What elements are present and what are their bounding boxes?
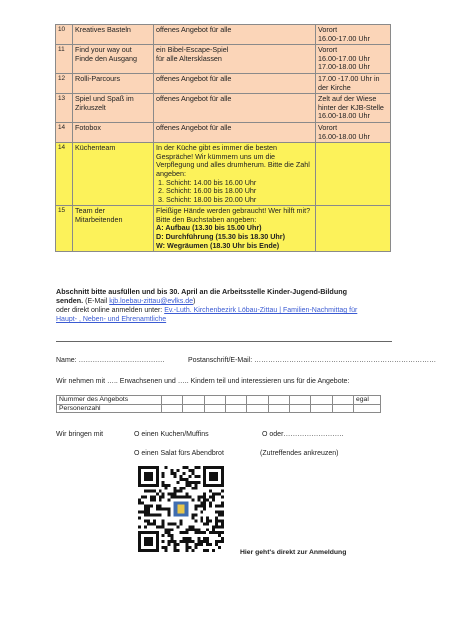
cell[interactable] bbox=[204, 404, 225, 413]
activity-description: ein Bibel-Escape-Spiel für alle Altersklassen bbox=[154, 45, 316, 74]
kitchen-row bbox=[56, 143, 391, 206]
cell[interactable] bbox=[268, 404, 289, 413]
cell[interactable] bbox=[247, 396, 268, 405]
activity-name: Fotobox bbox=[73, 122, 154, 142]
option-salad[interactable]: O einen Salat fürs Abendbrot bbox=[134, 450, 224, 457]
count-table bbox=[56, 395, 381, 413]
activity-description bbox=[154, 206, 316, 252]
row-number: 14 bbox=[56, 122, 73, 142]
description-text: In der Küche gibt es immer die besten Gespräche! Wir kümmern uns um die Verpflegung und alles drumherum. Bitte die Zahl angeben: bbox=[156, 143, 310, 178]
activity-time: Vorort 16.00-17.00 Uhr 17.00-18.00 Uhr bbox=[316, 45, 391, 74]
activity-description: offenes Angebot für alle bbox=[154, 94, 316, 123]
shift-item: A: Aufbau (13.30 bis 15.00 Uhr) bbox=[156, 223, 262, 233]
program-row bbox=[56, 73, 391, 93]
name-field[interactable]: Name: ………………………………. bbox=[56, 357, 165, 364]
notice-block bbox=[56, 287, 396, 324]
person-count-label: Personenzahl bbox=[57, 404, 162, 413]
activity-time bbox=[316, 143, 391, 206]
option-cake[interactable]: O einen Kuchen/Muffins bbox=[134, 431, 209, 438]
row-number: 12 bbox=[56, 73, 73, 93]
cell[interactable] bbox=[311, 396, 332, 405]
notice-send: senden. bbox=[56, 296, 84, 305]
person-count-row bbox=[57, 404, 381, 413]
cell[interactable] bbox=[311, 404, 332, 413]
activity-time: Vorort 16.00-18.00 Uhr bbox=[316, 122, 391, 142]
shift-item: D: Durchführung (15.30 bis 18.30 Uhr) bbox=[156, 232, 285, 242]
activity-description: offenes Angebot für alle bbox=[154, 122, 316, 142]
qr-caption: Hier geht's direkt zur Anmeldung bbox=[240, 549, 347, 556]
row-number: 15 bbox=[56, 206, 73, 252]
option-other[interactable]: O oder…………………….. bbox=[262, 431, 344, 438]
qr-code-icon[interactable] bbox=[138, 466, 224, 552]
activity-time bbox=[316, 206, 391, 252]
cell[interactable] bbox=[289, 404, 310, 413]
row-number: 10 bbox=[56, 25, 73, 45]
cell[interactable] bbox=[332, 404, 353, 413]
program-row bbox=[56, 94, 391, 123]
notice-line2 bbox=[56, 296, 396, 306]
activity-description: offenes Angebot für alle bbox=[154, 25, 316, 45]
team-row bbox=[56, 206, 391, 252]
registration-link[interactable]: Ev.-Luth. Kirchenbezirk Löbau-Zittau | Familien-Nachmittag für bbox=[164, 307, 358, 314]
shift-item: 2. Schicht: 16.00 bis 18.00 Uhr bbox=[158, 186, 257, 196]
cell[interactable] bbox=[332, 396, 353, 405]
shift-item: W: Wegräumen (18.30 Uhr bis Ende) bbox=[156, 240, 280, 250]
cell[interactable] bbox=[162, 396, 183, 405]
registration-link-2[interactable]: Haupt- , Neben- und Ehrenamtliche bbox=[56, 316, 167, 323]
cell[interactable] bbox=[162, 404, 183, 413]
program-row bbox=[56, 25, 391, 45]
description-text: Fleißige Hände werden gebraucht! Wer hilft mit? Bitte den Buchstaben angeben: bbox=[156, 206, 311, 224]
activity-description: offenes Angebot für alle bbox=[154, 73, 316, 93]
activity-time: Vorort 16.00-17.00 Uhr bbox=[316, 25, 391, 45]
row-number: 14 bbox=[56, 143, 73, 206]
activity-name: Rolli-Parcours bbox=[73, 73, 154, 93]
notice-email-post: ) bbox=[193, 298, 196, 305]
cell[interactable] bbox=[354, 404, 381, 413]
program-row bbox=[56, 122, 391, 142]
activity-time: Zelt auf der Wiese hinter der KJB-Stelle 16.00-18.00 Uhr bbox=[316, 94, 391, 123]
address-field[interactable]: Postanschrift/E-Mail: …………………………………………………………………… bbox=[188, 357, 437, 364]
activity-name: Kreatives Basteln bbox=[73, 25, 154, 45]
activity-description bbox=[154, 143, 316, 206]
bring-label: Wir bringen mit bbox=[56, 431, 104, 438]
participants-text: Wir nehmen mit ….. Erwachsenen und ….. Kindern teil und interessieren uns für die Angebote: bbox=[56, 378, 350, 385]
cell[interactable] bbox=[225, 396, 246, 405]
notice-line3 bbox=[56, 306, 396, 315]
tick-note: (Zutreffendes ankreuzen) bbox=[260, 450, 339, 457]
cell[interactable] bbox=[268, 396, 289, 405]
cell[interactable] bbox=[204, 396, 225, 405]
notice-line1: Abschnitt bitte ausfüllen und bis 30. April an die Arbeitsstelle Kinder-Jugend-Bildung bbox=[56, 287, 347, 296]
email-link[interactable]: kjb.loebau-zittau@evlks.de bbox=[109, 298, 193, 305]
activity-name: Find your way out Finde den Ausgang bbox=[73, 45, 154, 74]
shift-item: 1. Schicht: 14.00 bis 16.00 Uhr bbox=[158, 177, 257, 187]
activity-name: Team der Mitarbeitenden bbox=[73, 206, 154, 252]
cell[interactable] bbox=[183, 396, 204, 405]
offer-number-label: Nummer des Angebots bbox=[57, 396, 162, 405]
notice-email-pre: (E-Mail bbox=[83, 298, 110, 305]
cell[interactable] bbox=[225, 404, 246, 413]
program-table bbox=[55, 24, 391, 252]
offer-number-row bbox=[57, 396, 381, 405]
row-number: 13 bbox=[56, 94, 73, 123]
activity-name: Küchenteam bbox=[73, 143, 154, 206]
online-pre: oder direkt online anmelden unter: bbox=[56, 307, 165, 314]
program-row bbox=[56, 45, 391, 74]
activity-time: 17.00 -17.00 Uhr in der Kirche bbox=[316, 73, 391, 93]
activity-name: Spiel und Spaß im Zirkuszelt bbox=[73, 94, 154, 123]
shift-item: 3. Schicht: 18.00 bis 20.00 Uhr bbox=[158, 194, 257, 204]
row-number: 11 bbox=[56, 45, 73, 74]
cell[interactable] bbox=[183, 404, 204, 413]
cell[interactable] bbox=[247, 404, 268, 413]
cell[interactable] bbox=[289, 396, 310, 405]
egal-cell: egal bbox=[354, 396, 381, 405]
divider-line bbox=[56, 341, 392, 342]
